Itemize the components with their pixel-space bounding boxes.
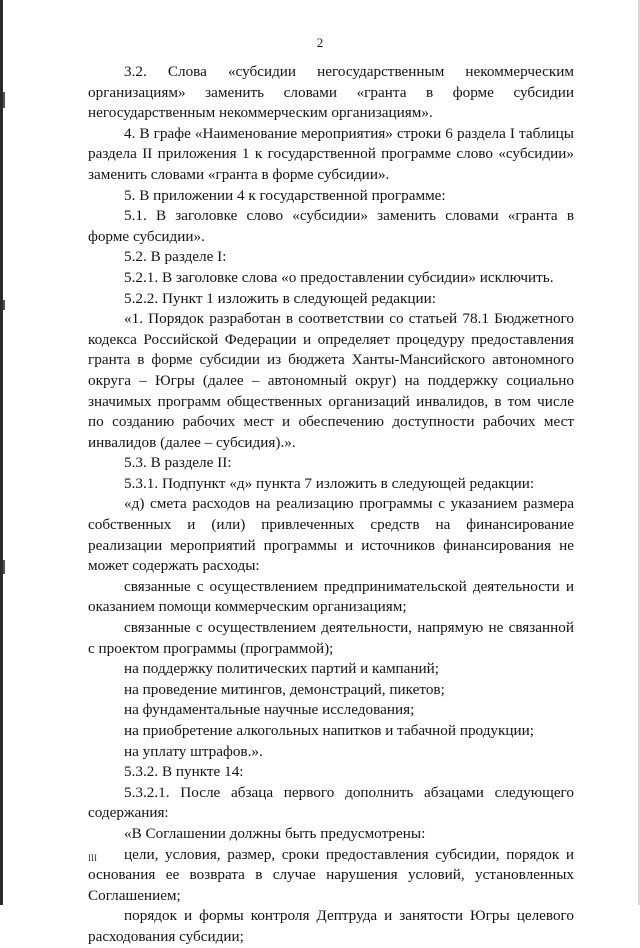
paragraph-5-1: 5.1. В заголовке слово «субсидии» заменить словами «гранта в форме субсидии».: [88, 207, 574, 245]
expense-item: на фундаментальные научные исследования;: [124, 701, 415, 719]
paragraph-5-2: 5.2. В разделе I:: [124, 248, 227, 266]
scan-edge-mark: [3, 560, 5, 574]
footer-code: III: [88, 853, 97, 863]
expense-item: на поддержку политических партий и кампаний;: [124, 660, 440, 678]
paragraph-5: 5. В приложении 4 к государственной программе:: [124, 186, 446, 204]
expense-item: связанные с осуществлением деятельности, напрямую не связанной с проектом программы (программой);: [88, 619, 574, 657]
expense-item: на уплату штрафов.».: [124, 742, 263, 760]
expense-item: на приобретение алкогольных напитков и табачной продукции;: [124, 722, 535, 739]
agreement-item: порядок и формы контроля Дептруда и занятости Югры целевого расходования субсидии;: [88, 907, 574, 945]
paragraph-5-2-2: 5.2.2. Пункт 1 изложить в следующей редакции:: [124, 289, 437, 307]
page-number: 2: [316, 35, 324, 50]
document-body: [88, 62, 574, 948]
quoted-item-d: «д) смета расходов на реализацию программы с указанием размера собственных и (или) привлеченных средств на финансирование реализации мероприятий программы и источников финансирования не может содержать расходы:: [88, 495, 574, 575]
paragraph-5-3-1: 5.3.1. Подпункт «д» пункта 7 изложить в следующей редакции:: [124, 474, 535, 492]
paragraph-5-2-1: 5.2.1. В заголовке слова «о предоставлении субсидии» исключить.: [124, 268, 554, 286]
paragraph-3-2: 3.2. Слова «субсидии негосударственным некоммерческим организациям» заменить словами «гранта в форме субсидии негосударственным некоммерческим организациям».: [88, 63, 574, 122]
expense-item: на проведение митингов, демонстраций, пикетов;: [124, 680, 445, 698]
scan-edge-mark: [3, 92, 5, 108]
expense-item: связанные с осуществлением предпринимательской деятельности и оказанием помощи коммерческим организациям;: [88, 577, 574, 616]
agreement-intro: «В Соглашении должны быть предусмотрены:: [124, 824, 426, 842]
scan-edge-mark: [3, 300, 5, 310]
quoted-item-1: «1. Порядок разработан в соответствии со статьей 78.1 Бюджетного кодекса Российской Федерации и определяет процедуру предоставления гранта в форме субсидии из бюджета Ханты-Мансийского автономного округа – Югры (далее – автономный округ) на поддержку социально значимых программ общественных организаций инвалидов, в том числе по созданию рабочих мест и обеспечению доступности рабочих мест инвалидов (далее – субсидия).».: [88, 310, 574, 451]
agreement-item: цели, условия, размер, сроки предоставления субсидии, порядок и основания ее возврата в случае нарушения условий, установленных Соглашением;: [88, 845, 574, 904]
scan-left-edge: [0, 0, 3, 905]
paragraph-5-3-2: 5.3.2. В пункте 14:: [124, 763, 244, 781]
paragraph-4: 4. В графе «Наименование мероприятия» строки 6 раздела I таблицы раздела II приложения 1 к государственной программе слово «субсидии» заменить словами «гранта в форме субсидии».: [88, 124, 574, 183]
paragraph-5-3-2-1: 5.3.2.1. После абзаца первого дополнить абзацами следующего содержания:: [88, 783, 574, 822]
paragraph-5-3: 5.3. В разделе II:: [124, 454, 232, 472]
